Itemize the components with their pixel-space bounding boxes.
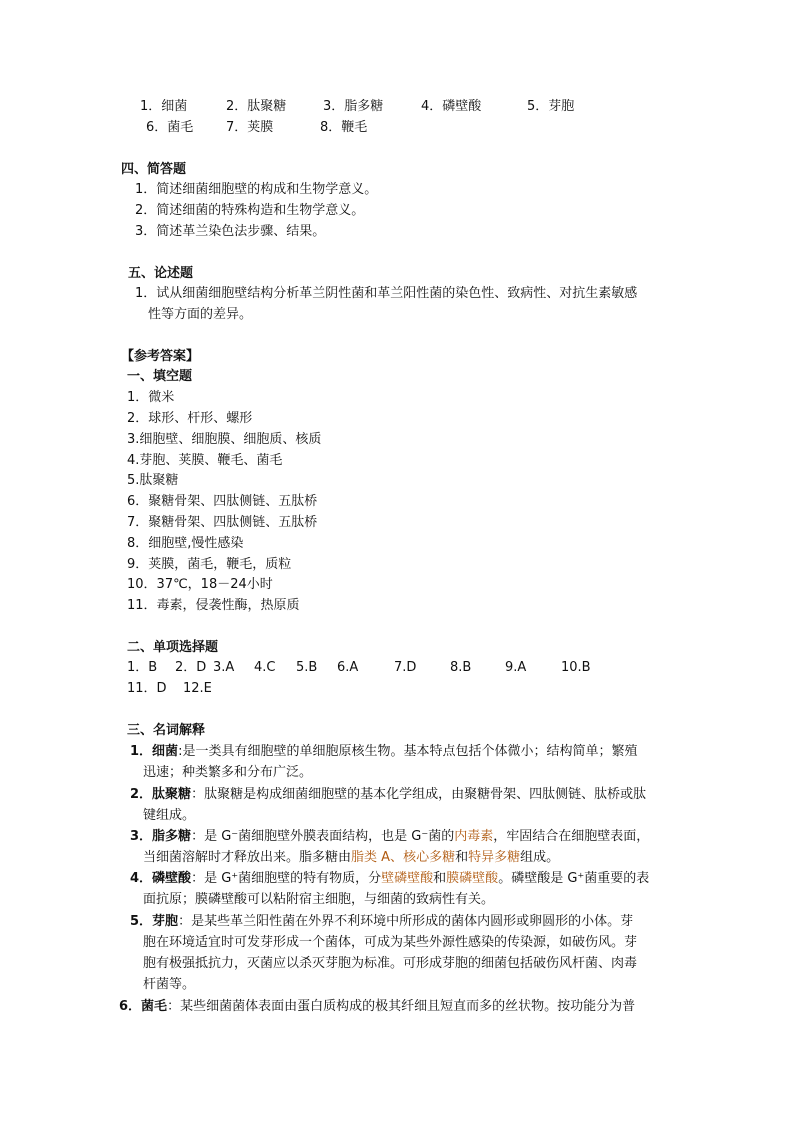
term-item: 7．荚膜	[226, 120, 274, 135]
definition-text: 。磷壁酸是 G⁺菌重要的表	[498, 871, 650, 886]
choice-answer: 12.E	[183, 681, 212, 696]
question-item: 1．试从细菌细胞壁结构分析革兰阴性菌和革兰阳性菌的染色性、致病性、对抗生素敏感	[135, 286, 638, 301]
highlight-term: 内毒素	[454, 829, 494, 844]
definition-number: 3．	[130, 829, 153, 844]
definition-5-continued: 胞有极强抵抗力，灭菌应以杀灭芽胞为标准。可形成芽胞的细菌包括破伤风杆菌、肉毒	[143, 956, 638, 971]
definition-text: ：是 G⁺菌细胞壁的特有物质，分	[191, 871, 382, 886]
definition-term: 菌毛	[141, 999, 168, 1014]
definition-5-continued: 杆菌等。	[143, 977, 196, 992]
term-item: 4．磷壁酸	[421, 99, 482, 114]
definition-4-continued: 面抗原；膜磷壁酸可以粘附宿主细胞，与细菌的致病性有关。	[143, 892, 495, 907]
definition-text: 和	[455, 850, 469, 865]
answer-item: 11．毒素，侵袭性酶，热原质	[127, 598, 300, 613]
highlight-term: 核心多糖	[403, 850, 456, 865]
choice-answer: 3.A	[213, 660, 235, 675]
answer-item: 7．聚糖骨架、四肽侧链、五肽桥	[127, 515, 318, 530]
definition-2	[130, 785, 646, 805]
question-item: 3．简述革兰染色法步骤、结果。	[135, 224, 326, 239]
choice-answer: 8.B	[450, 660, 472, 675]
definition-1-continued: 迅速；种类繁多和分布广泛。	[143, 765, 313, 780]
highlight-separator: 、	[390, 850, 404, 865]
term-item: 2．肽聚糖	[226, 99, 287, 114]
answer-item: 9．荚膜，菌毛，鞭毛，质粒	[127, 557, 292, 572]
choice-row-2	[127, 679, 212, 699]
choice-answer: 5.B	[296, 660, 318, 675]
choice-answer: 11．D	[127, 681, 167, 696]
section-heading: 一、填空题	[127, 369, 193, 384]
definition-text: :是一类具有细胞壁的单细胞原核生物。基本特点包括个体微小；结构简单；繁殖	[178, 744, 638, 759]
definition-term: 肽聚糖	[152, 787, 192, 802]
answer-item: 3.细胞壁、细胞膜、细胞质、核质	[127, 432, 322, 447]
definition-number: 4．	[130, 871, 153, 886]
definition-text: 和	[433, 871, 447, 886]
term-item: 5．芽胞	[527, 99, 575, 114]
terms-row-1	[140, 97, 574, 117]
highlight-term: 壁磷壁酸	[381, 871, 434, 886]
definition-3-continued	[143, 848, 559, 868]
definition-term: 脂多糖	[152, 829, 192, 844]
choice-answer: 6.A	[337, 660, 359, 675]
section-heading: 三、名词解释	[127, 723, 206, 738]
answers-heading: 【参考答案】	[121, 349, 200, 364]
highlight-term: 特异多糖	[468, 850, 521, 865]
definition-4	[130, 869, 649, 889]
definition-6	[119, 997, 635, 1017]
section-heading: 二、单项选择题	[127, 640, 219, 655]
definition-number: 5．	[130, 914, 153, 929]
definition-3	[130, 827, 649, 847]
definition-text: ：肽聚糖是构成细菌细胞壁的基本化学组成，由聚糖骨架、四肽侧链、肽桥或肽	[191, 787, 647, 802]
highlight-term: 脂类 A	[351, 850, 391, 865]
answer-item: 2．球形、杆形、螺形	[127, 411, 253, 426]
definition-number: 1．	[130, 744, 153, 759]
definition-5	[130, 912, 633, 932]
definition-term: 磷壁酸	[152, 871, 192, 886]
choice-answer: 9.A	[505, 660, 527, 675]
answer-item: 10．37℃，18－24小时	[127, 577, 273, 592]
question-item: 2．简述细菌的特殊构造和生物学意义。	[135, 203, 365, 218]
definition-number: 6．	[119, 999, 142, 1014]
answer-item: 1．微米	[127, 390, 175, 405]
choice-answer: 1．B	[127, 660, 158, 675]
definition-2-continued: 键组成。	[143, 808, 196, 823]
answer-item: 6．聚糖骨架、四肽侧链、五肽桥	[127, 494, 318, 509]
term-item: 1．细菌	[140, 99, 188, 114]
term-item: 6．菌毛	[146, 120, 194, 135]
choice-answer: 4.C	[254, 660, 276, 675]
definition-text: ，牢固结合在细胞壁表面，	[493, 829, 650, 844]
term-item: 8．鞭毛	[320, 120, 368, 135]
question-item: 1．简述细菌细胞壁的构成和生物学意义。	[135, 182, 378, 197]
definition-term: 芽胞	[152, 914, 179, 929]
choice-answer: 2．D	[175, 660, 207, 675]
choice-answer: 7.D	[394, 660, 417, 675]
question-item-continued: 性等方面的差异。	[148, 307, 253, 322]
section-heading: 五、论述题	[128, 266, 194, 281]
term-item: 3．脂多糖	[323, 99, 384, 114]
answer-item: 8．细胞壁,慢性感染	[127, 536, 244, 551]
definition-term: 细菌	[152, 744, 179, 759]
choice-answer: 10.B	[561, 660, 591, 675]
answer-item: 4.芽胞、荚膜、鞭毛、菌毛	[127, 453, 283, 468]
answer-item: 5.肽聚糖	[127, 473, 179, 488]
definition-text: 当细菌溶解时才释放出来。脂多糖由	[143, 850, 352, 865]
highlight-term: 膜磷壁酸	[446, 871, 499, 886]
definition-text: ：是 G⁻菌细胞壁外膜表面结构，也是 G⁻菌的	[191, 829, 455, 844]
definition-1	[130, 742, 637, 762]
definition-5-continued: 胞在环境适宜时可发芽形成一个菌体，可成为某些外源性感染的传染源，如破伤风。芽	[143, 935, 638, 950]
terms-row-2	[146, 118, 367, 138]
choice-row-1	[127, 658, 591, 678]
definition-text: ：某些细菌菌体表面由蛋白质构成的极其纤细且短直而多的丝状物。按功能分为普	[167, 999, 636, 1014]
definition-text: 组成。	[520, 850, 560, 865]
section-heading: 四、简答题	[121, 162, 187, 177]
definition-text: ：是某些革兰阳性菌在外界不利环境中所形成的菌体内圆形或卵圆形的小体。芽	[178, 914, 634, 929]
definition-number: 2．	[130, 787, 153, 802]
